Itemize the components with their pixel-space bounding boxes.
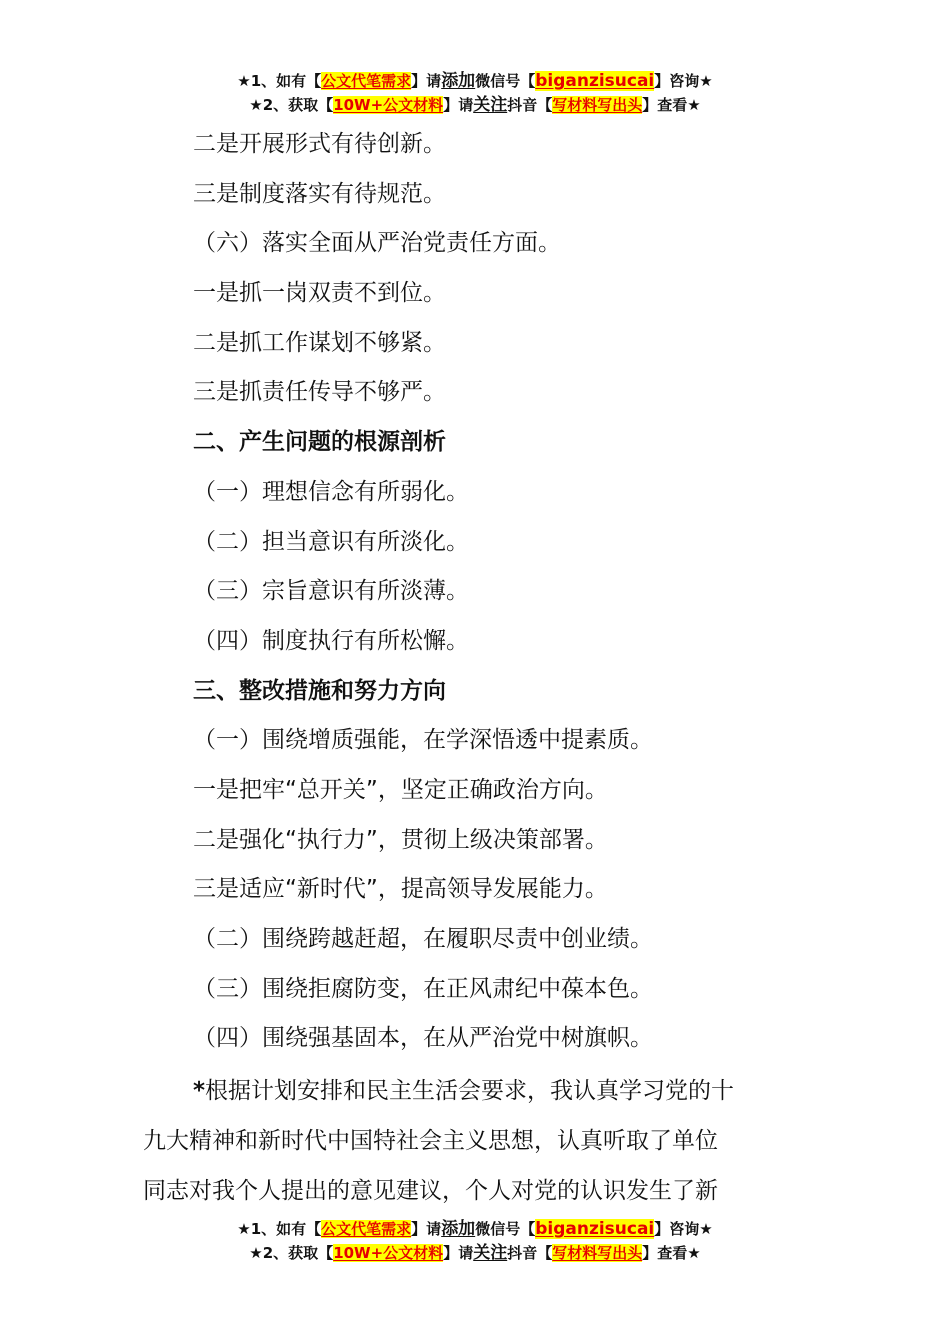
promo-line-1 [0,1218,950,1242]
body-line: （一）理想信念有所弱化。 [193,478,469,505]
promo-text: ★2、获取【 [249,96,334,114]
promo-text: 微信号【 [475,1220,536,1238]
document-body [193,120,833,1064]
body-line: 三是制度落实有待规范。 [193,180,446,207]
promo-text: 抖音【 [507,1244,553,1262]
promo-text: 】请 [411,72,442,90]
body-line: 二是强化“执行力”，贯彻上级决策部署。 [193,826,608,853]
promo-underlined-text: 关注 [473,95,508,115]
promo-highlight-service: 公文代笔需求 [321,72,412,90]
promo-text: 】咨询★ [654,1220,713,1238]
promo-text: ★2、获取【 [249,1244,334,1262]
promo-highlight-wechat: biganzisucai [535,1219,655,1239]
promo-text: 】咨询★ [654,72,713,90]
promo-text: 】查看★ [642,96,701,114]
body-paragraph [143,1066,813,1216]
promo-banner-bottom [0,1218,950,1266]
promo-highlight-materials: 10W+公文材料 [333,1244,444,1262]
body-line: （三）宗旨意识有所淡薄。 [193,578,469,605]
promo-line-1 [0,70,950,94]
promo-text: 】请 [443,96,474,114]
promo-text: 抖音【 [507,96,553,114]
body-line: （二）担当意识有所淡化。 [193,528,469,555]
asterisk-mark: * [193,1078,206,1104]
section-heading: 二、产生问题的根源剖析 [193,429,446,456]
body-line: （二）围绕跨越赶超，在履职尽责中创业绩。 [193,926,653,952]
promo-line-2 [0,94,950,118]
promo-line-2 [0,1242,950,1266]
promo-text: 】查看★ [642,1244,701,1262]
body-line: 三是抓责任传导不够严。 [193,379,446,406]
body-line: （一）围绕增质强能，在学深悟透中提素质。 [193,727,653,754]
promo-underlined-text: 添加 [441,1219,476,1239]
body-line: （四）围绕强基固本，在从严治党中树旗帜。 [193,1025,653,1052]
body-line: （三）围绕拒腐防变，在正风肃纪中葆本色。 [193,975,653,1002]
promo-text: ★1、如有【 [237,72,322,90]
paragraph-text: 根据计划安排和民主生活会要求，我认真学习党的十 [205,1078,735,1104]
promo-underlined-text: 关注 [473,1243,508,1263]
section-heading: 三、整改措施和努力方向 [193,677,446,704]
promo-text: 】请 [411,1220,442,1238]
promo-banner-top [0,70,950,118]
paragraph-line [143,1066,813,1116]
paragraph-line: 同志对我个人提出的意见建议，个人对党的认识发生了新 [143,1178,718,1204]
body-line: 二是抓工作谋划不够紧。 [193,329,446,356]
paragraph-line: 九大精神和新时代中国特社会主义思想，认真听取了单位 [143,1128,718,1154]
promo-underlined-text: 添加 [441,71,476,91]
promo-text: ★1、如有【 [237,1220,322,1238]
promo-highlight-douyin: 写材料写出头 [552,96,643,114]
promo-highlight-douyin: 写材料写出头 [552,1244,643,1262]
promo-highlight-materials: 10W+公文材料 [333,96,444,114]
body-line: 三是适应“新时代”，提高领导发展能力。 [193,876,608,903]
promo-text: 微信号【 [475,72,536,90]
promo-highlight-service: 公文代笔需求 [321,1220,412,1238]
body-line: 一是抓一岗双责不到位。 [193,280,446,307]
promo-highlight-wechat: biganzisucai [535,71,655,91]
body-line: （六）落实全面从严治党责任方面。 [193,230,561,257]
body-line: 一是把牢“总开关”，坚定正确政治方向。 [193,776,608,803]
body-line: （四）制度执行有所松懈。 [193,627,469,654]
promo-text: 】请 [443,1244,474,1262]
body-line: 二是开展形式有待创新。 [193,131,446,157]
